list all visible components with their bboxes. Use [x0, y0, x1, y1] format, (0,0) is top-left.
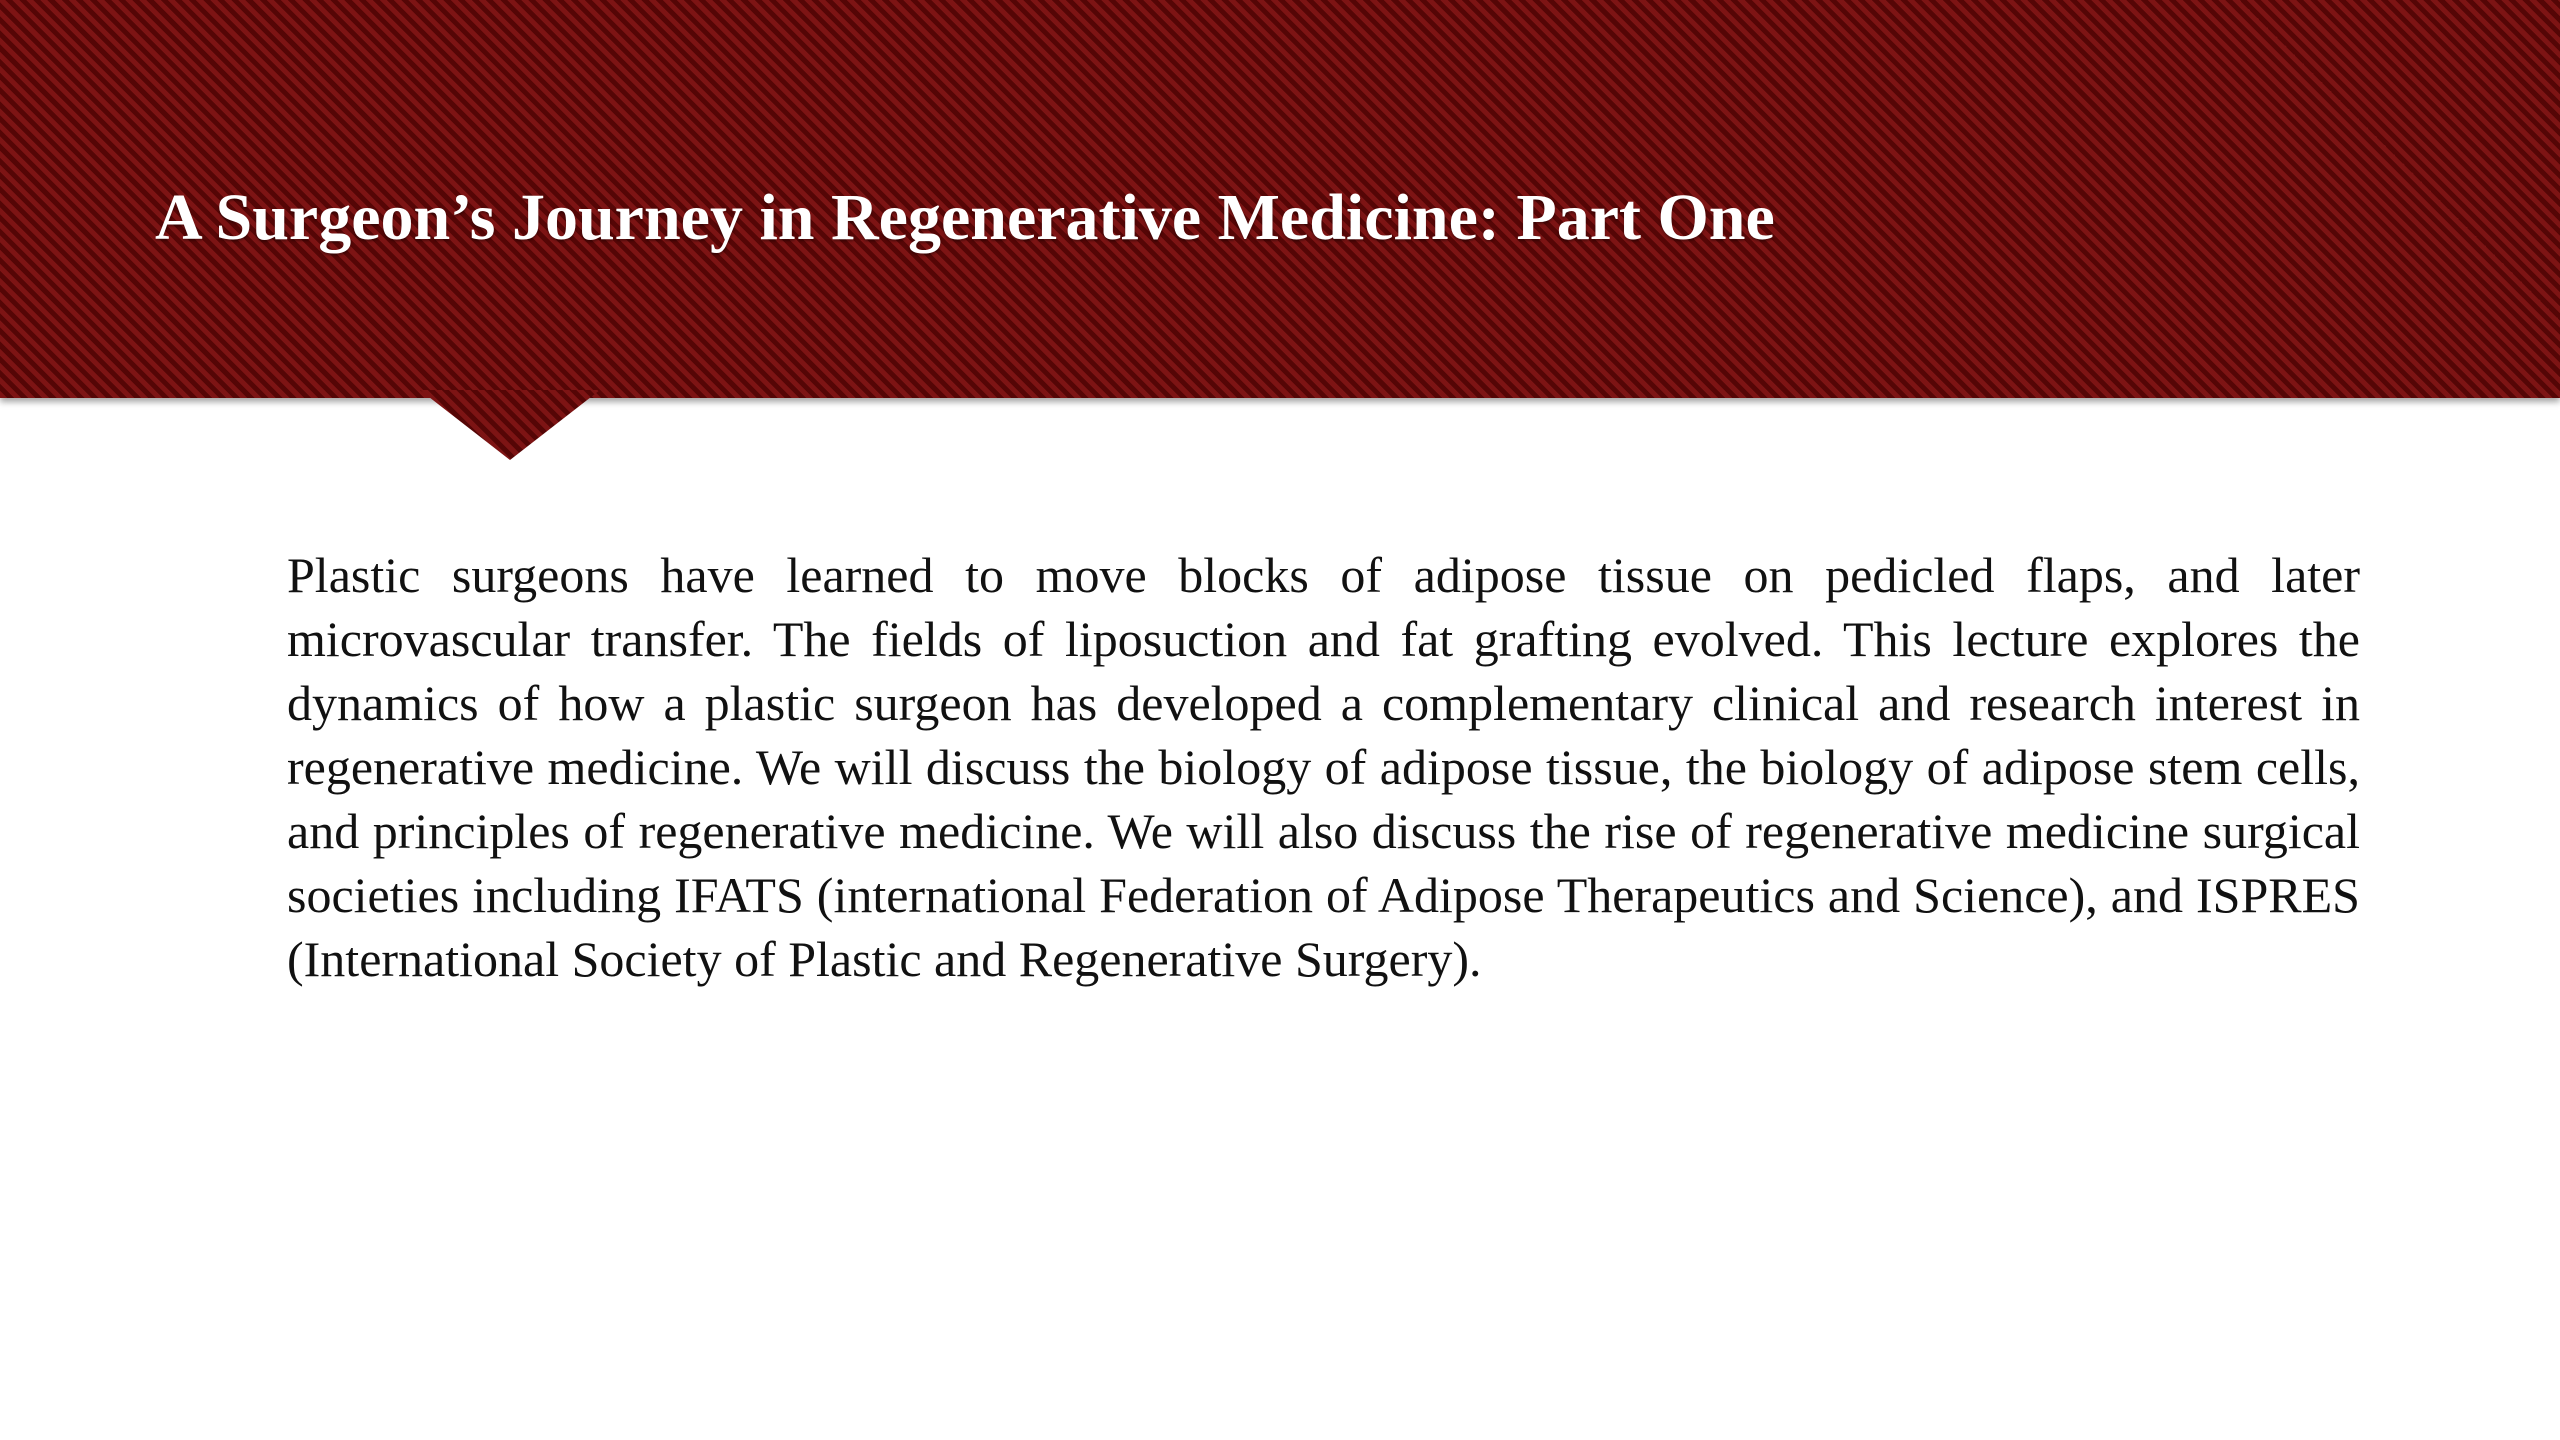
header-pointer: [420, 390, 600, 460]
slide-title: A Surgeon’s Journey in Regenerative Medicine: Part One: [155, 181, 1775, 254]
slide-body-text: Plastic surgeons have learned to move blocks of adipose tissue on pedicled flaps, and later microvascular transfer. The fields of liposuction and fat grafting evolved. This lecture explores the dynamics of how a plastic surgeon has developed a complementary clinical and research interest in regenerative medicine. We will discuss the biology of adipose tissue, the biology of adipose stem cells, and principles of regenerative medicine. We will also discuss the rise of regenerative medicine surgical societies including IFATS (international Federation of Adipose Therapeutics and Science), and ISPRES (International Society of Plastic and Regenerative Surgery).: [287, 547, 2360, 987]
